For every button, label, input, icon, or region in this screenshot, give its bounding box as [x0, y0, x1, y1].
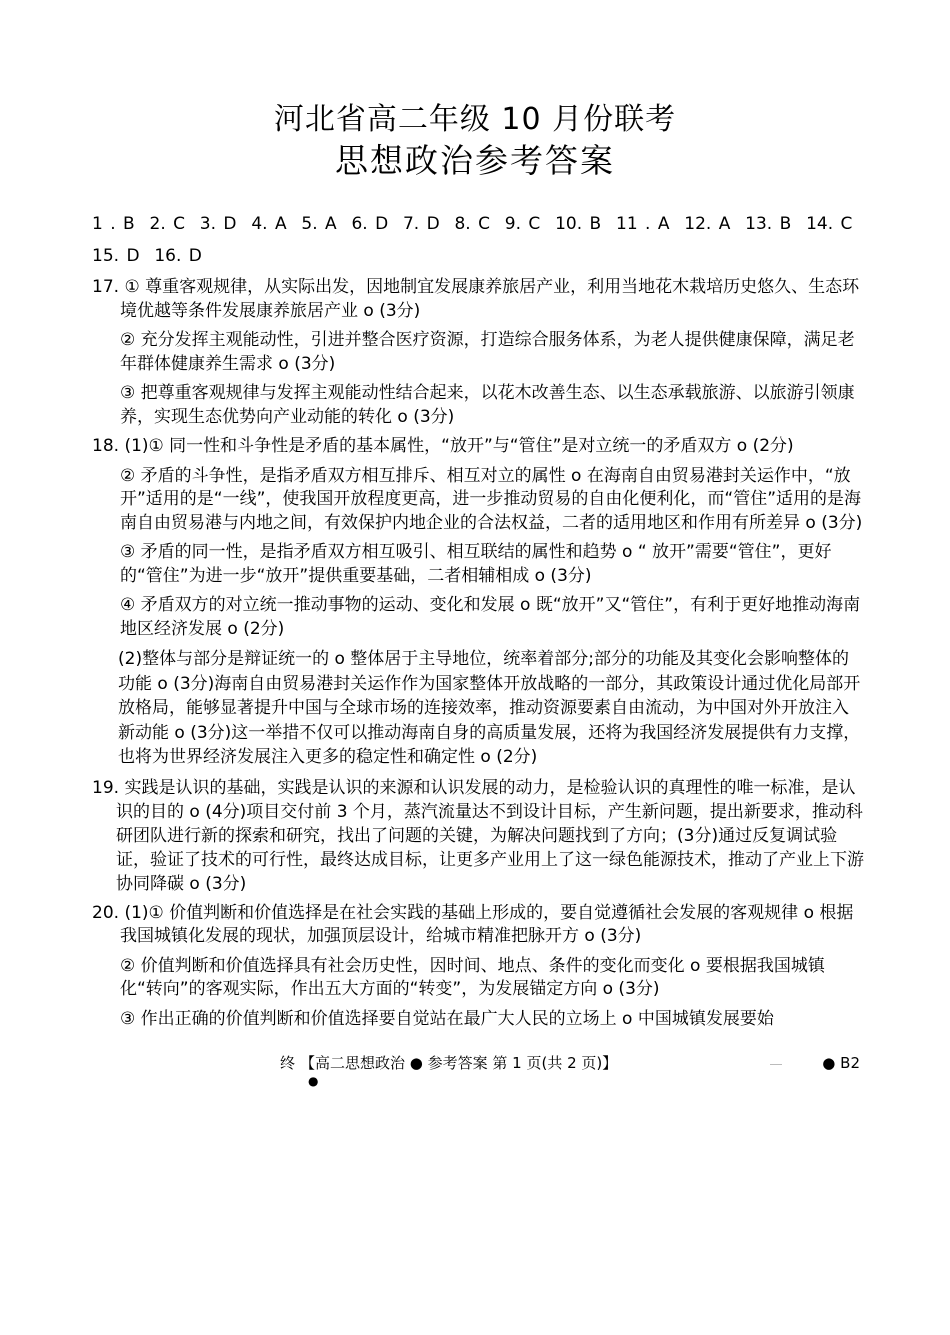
q17-point-1: 17. ① 尊重客观规律，从实际出发，因地制宜发展康养旅居产业，利用当地花木栽培历史悠久、生态环境优越等条件发展康养旅居产业 o (3分)	[92, 277, 860, 321]
q17-point-2: ② 充分发挥主观能动性，引进并整合医疗资源，打造综合服务体系，为老人提供健康保障，满足老年群体健康养生需求 o (3分)	[120, 330, 855, 374]
q20-part1-point-3: ③ 作出正确的价值判断和价值选择要自觉站在最广大人民的立场上 o 中国城镇发展要始	[120, 1008, 774, 1029]
mc-answers-line2: 15. D 16. D	[92, 246, 202, 266]
question-17	[92, 276, 864, 429]
q18-part1-point-4: ④ 矛盾双方的对立统一推动事物的运动、变化和发展 o 既“放开”又“管住”，有利于更好地推动海南地区经济发展 o (2分)	[120, 595, 861, 639]
question-20	[92, 902, 864, 1032]
question-18	[92, 435, 864, 770]
footer-code: ● B2	[822, 1054, 860, 1072]
footer-bullet-icon: ●	[308, 1074, 319, 1088]
q19-answer: 19. 实践是认识的基础，实践是认识的来源和认识发展的动力，是检验认识的真理性的唯一标准，是认识的目的 o (4分)项目交付前 3 个月，蒸汽流量达不到设计目标，产生新问题，提出新要求，推动科研团队进行新的探索和研究，找出了问题的关键，为解决问题找到了方向；(3分)通过反复调试验证，验证了技术的可行性，最终达成目标，让更多产业用上了这一绿色能源技术，推动了产业上下游协同降碳 o (3分)	[92, 777, 864, 894]
question-19	[92, 776, 864, 896]
mc-answers-line1: 1 . B 2. C 3. D 4. A 5. A 6. D 7. D 8. C 9. C 10. B 11 . A 12. A 13. B 14. C	[92, 214, 853, 234]
q18-part1-point-1: 18. (1)① 同一性和斗争性是矛盾的基本属性，“放开”与“管住”是对立统一的矛盾双方 o (2分)	[92, 436, 794, 456]
footer-page-info: 【高二思想政治 ● 参考答案 第 1 页(共 2 页)】	[300, 1054, 618, 1072]
q20-part1-point-1: 20. (1)① 价值判断和价值选择是在社会实践的基础上形成的，要自觉遵循社会发展的客观规律 o 根据我国城镇化发展的现状，加强顶层设计，给城市精准把脉开方 o (3分)	[92, 902, 854, 946]
answer-body	[92, 276, 864, 1031]
q18-part2: (2)整体与部分是辩证统一的 o 整体居于主导地位，统率着部分;部分的功能及其变化会影响整体的功能 o (3分)海南自由贸易港封关运作作为国家整体开放战略的一部分，其政策设计通过优化局部开放格局，能够显著提升中国与全球市场的连接效率，推动资源要素自由流动，为中国对外开放注入新动能 o (3分)这一举措不仅可以推动海南自身的高质量发展，还将为我国经济发展提供有力支撑，也将为世界经济发展注入更多的稳定性和确定性 o (2分)	[118, 649, 861, 767]
page-title-line2: 思想政治参考答案	[335, 141, 615, 180]
page-title-line1: 河北省高二年级 10 月份联考	[273, 102, 677, 137]
multiple-choice-answers	[92, 208, 872, 272]
q18-part1-point-3: ③ 矛盾的同一性，是指矛盾双方相互吸引、相互联结的属性和趋势 o “ 放开”需要“管住”，更好的“管住”为进一步“放开”提供重要基础，二者相辅相成 o (3分)	[120, 542, 832, 586]
scan-mark	[770, 1064, 782, 1065]
q18-part1-point-2: ② 矛盾的斗争性，是指矛盾双方相互排斥、相互对立的属性 o 在海南自由贸易港封关运作中，“放开”适用的是“一线”，使我国开放程度更高，进一步推动贸易的自由化便利化，而“管住”适用的是海南自由贸易港与内地之间，有效保护内地企业的合法权益，二者的适用地区和作用有所差异 o (3分)	[120, 465, 863, 533]
q17-point-3: ③ 把尊重客观规律与发挥主观能动性结合起来，以花木改善生态、以生态承载旅游、以旅游引领康养，实现生态优势向产业动能的转化 o (3分)	[120, 383, 855, 427]
q20-part1-point-2: ② 价值判断和价值选择具有社会历史性，因时间、地点、条件的变化而变化 o 要根据我国城镇化“转向”的客观实际，作出五大方面的“转变”，为发展锚定方向 o (3分)	[120, 955, 825, 999]
footer-prefix: 终	[280, 1054, 296, 1072]
